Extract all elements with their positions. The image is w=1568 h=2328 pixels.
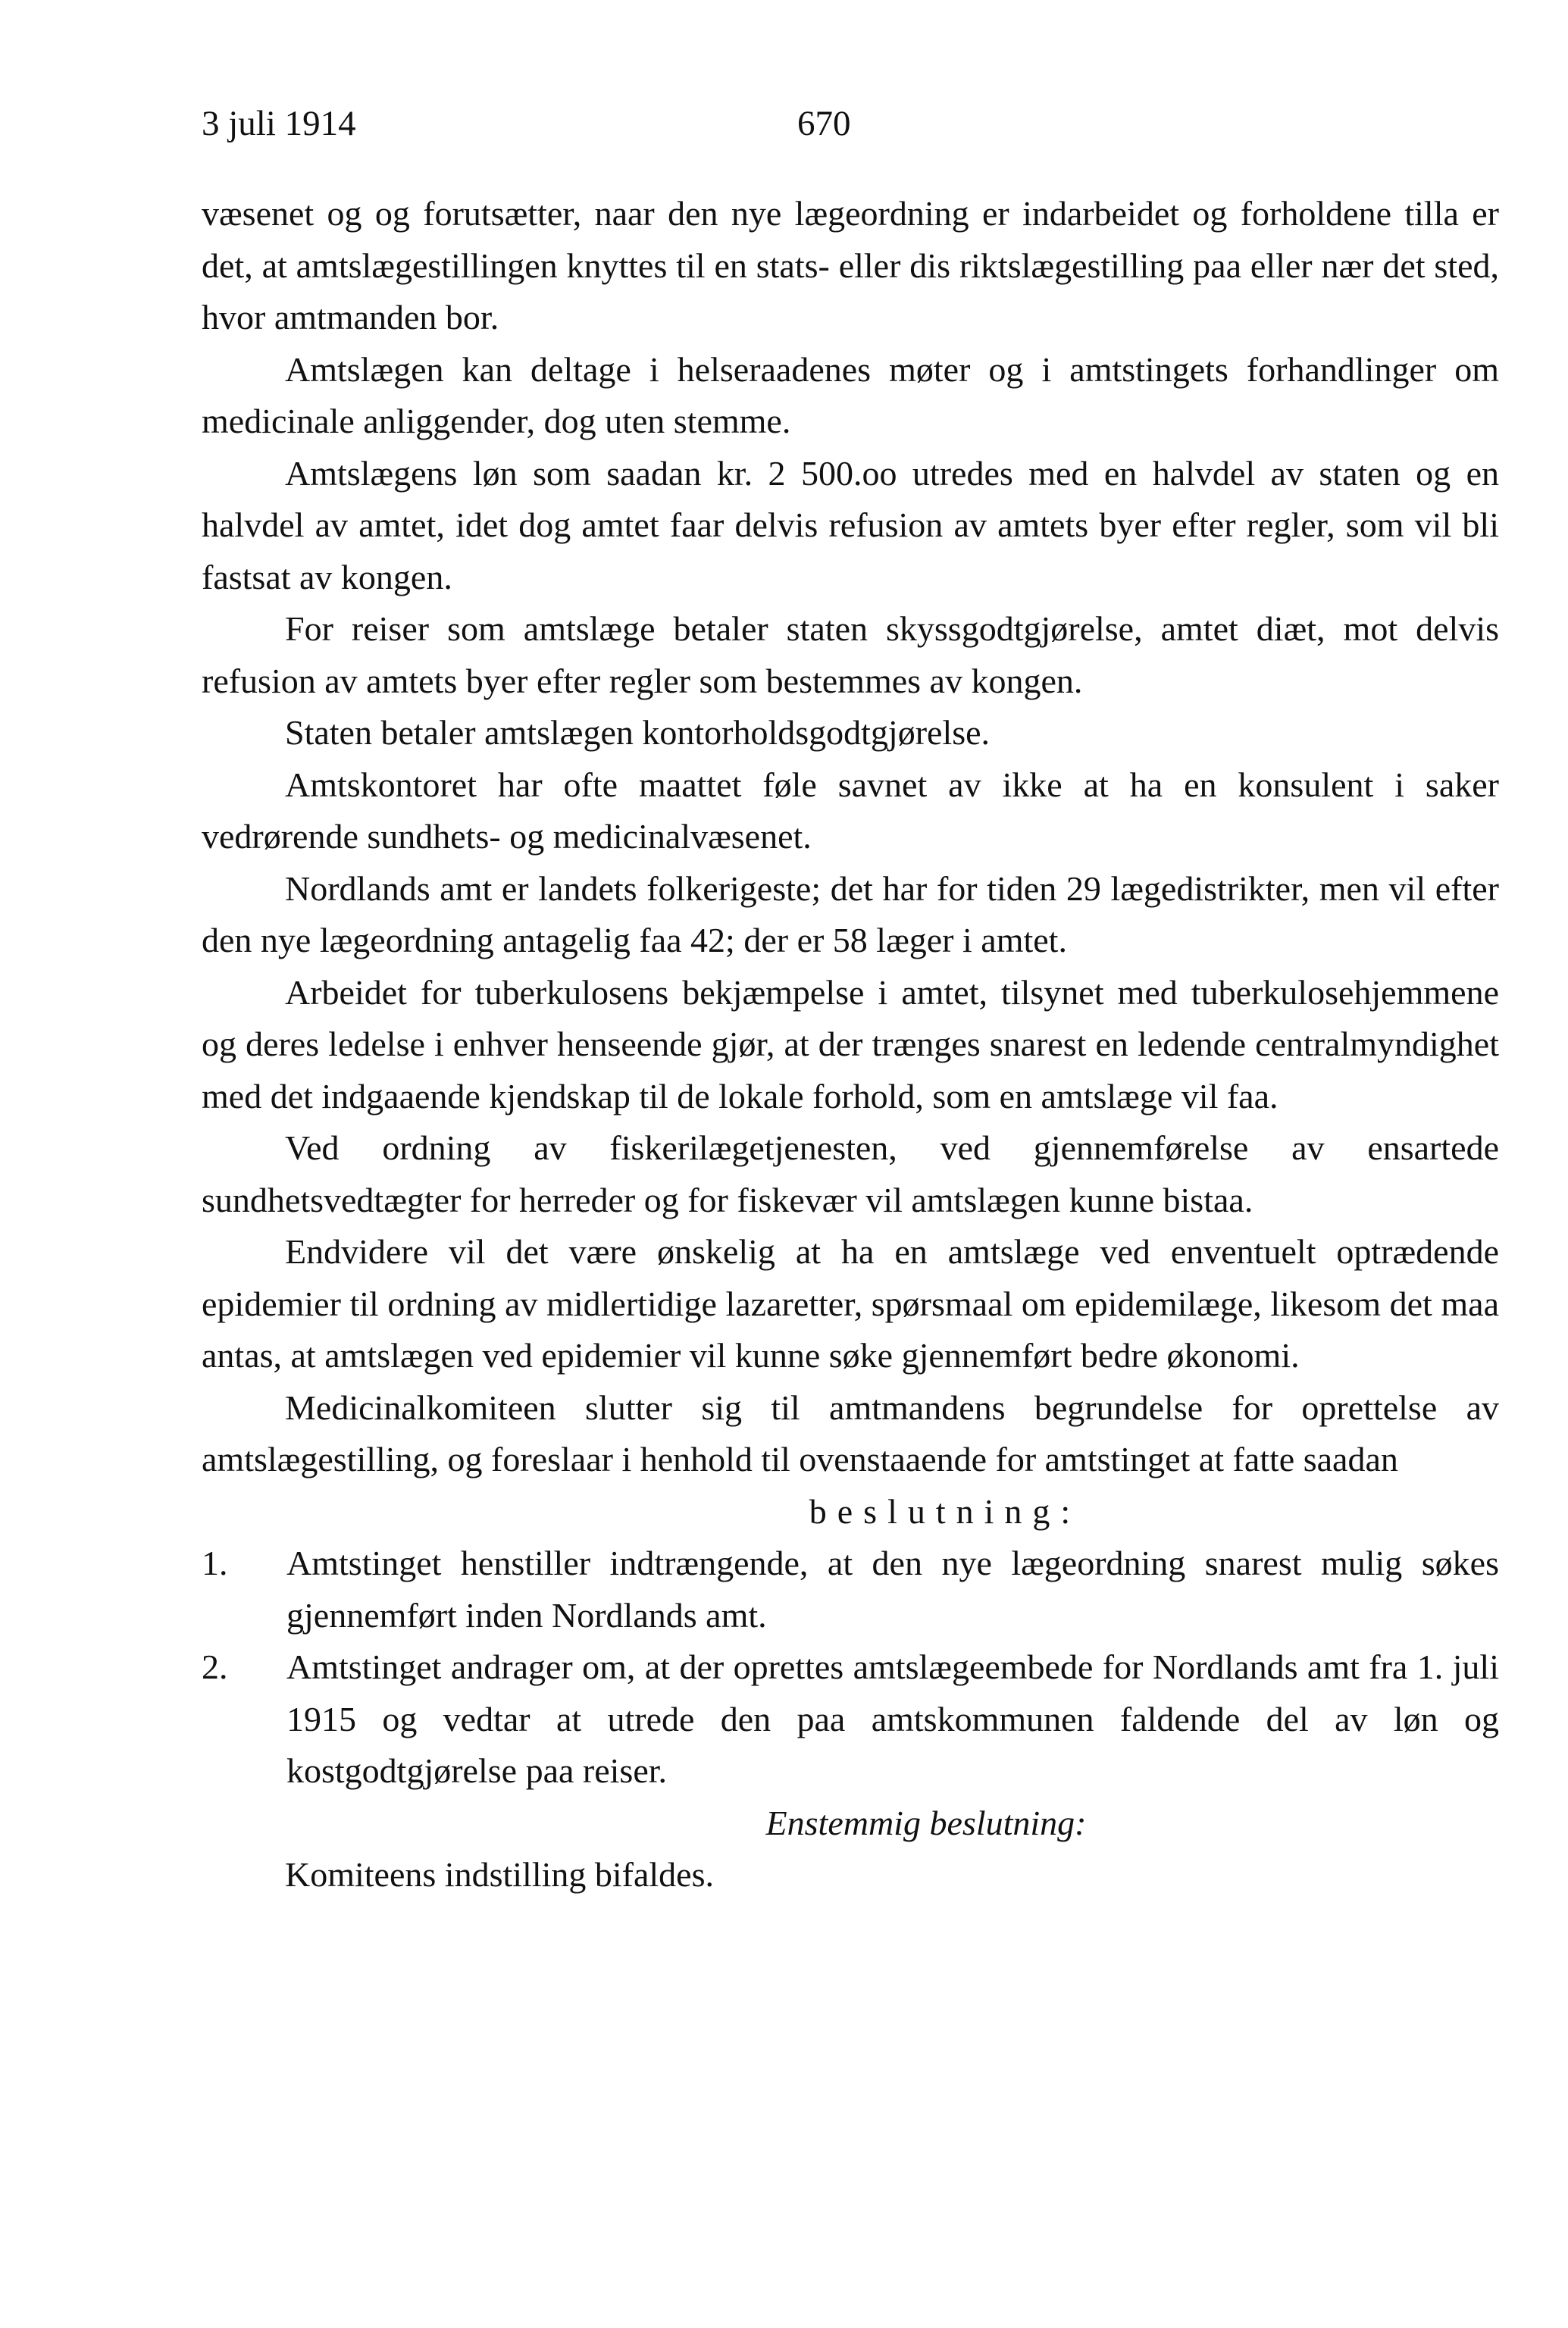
verdict-heading: Enstemmig beslutning: bbox=[765, 1803, 1087, 1842]
paragraph: Amtslægens løn som saadan kr. 2 500.oo utredes med en halvdel av staten og en halvdel av amtet, idet dog amtet faar delvis refusion av amtets byer efter regler, som vil bli fastsat av kongen. bbox=[202, 453, 1499, 596]
page-header bbox=[202, 97, 1490, 150]
paragraph: Arbeidet for tuberkulosens bekjæmpelse i amtet, tilsynet med tuberkulosehjemmene og deres ledelse i enhver henseende gjør, at der trænges snarest en ledende centralmyndighet med det indgaaende kjendskap til de lokale forhold, som en amtslæge vil faa. bbox=[202, 972, 1499, 1116]
paragraph: Medicinalkomiteen slutter sig til amtmandens begrundelse for oprettelse av amtslægestilling, og foreslaar i henhold til ovenstaaende for amtstinget at fatte saadan bbox=[202, 1388, 1499, 1478]
decision-heading: beslutning: bbox=[809, 1491, 1081, 1531]
paragraph: Amtslægen kan deltage i helseraadenes møter og i amtstingets forhandlinger om medicinale anliggender, dog uten stemme. bbox=[202, 349, 1499, 440]
item-number: 1. bbox=[202, 1544, 228, 1582]
paragraph: Nordlands amt er landets folkerigeste; det har for tiden 29 lægedistrikter, men vil efter den nye lægeordning antagelig faa 42; der er 58 læger i amtet. bbox=[202, 868, 1499, 959]
list-item bbox=[202, 1538, 1499, 1641]
paragraph: Ved ordning av fiskerilægetjenesten, ved gjennemførelse av ensartede sundhetsvedtægter for herreder og for fiskevær vil amtslægen kunne bistaa. bbox=[202, 1128, 1499, 1219]
list-item bbox=[202, 1641, 1499, 1798]
paragraph: For reiser som amtslæge betaler staten skyssgodtgjørelse, amtet diæt, mot delvis refusion av amtets byer efter regler som bestemmes av kongen. bbox=[202, 609, 1499, 700]
paragraph: væsenet og og forutsætter, naar den nye lægeordning er indarbeidet og forholdene tilla er det, at amtslægestillingen knyttes til en stats- eller dis riktslægestilling paa eller nær det sted, hvor amtmanden bor. bbox=[202, 194, 1499, 336]
document-body bbox=[202, 188, 1499, 1901]
page-number: 670 bbox=[797, 104, 851, 143]
paragraph: Staten betaler amtslægen kontorholdsgodtgjørelse. bbox=[285, 713, 991, 752]
item-text: Amtstinget henstiller indtrængende, at den nye lægeordning snarest mulig søkes gjennemført inden Nordlands amt. bbox=[286, 1544, 1499, 1635]
decision-list bbox=[202, 1538, 1499, 1798]
paragraph: Endvidere vil det være ønskelig at ha en amtslæge ved enventuelt optrædende epidemier til ordning av midlertidige lazaretter, spørsmaal om epidemilæge, likesom det maa antas, at amtslægen ved epidemier vil kunne søke gjennemført bedre økonomi. bbox=[202, 1232, 1499, 1375]
closing-line: Komiteens indstilling bifaldes. bbox=[285, 1855, 714, 1894]
header-date: 3 juli 1914 bbox=[202, 104, 356, 143]
item-text: Amtstinget andrager om, at der oprettes amtslægeembede for Nordlands amt fra 1. juli 1915 og vedtar at utrede den paa amtskommunen faldende del av løn og kostgodtgjørelse paa reiser. bbox=[286, 1647, 1499, 1790]
item-number: 2. bbox=[202, 1647, 228, 1686]
paragraph: Amtskontoret har ofte maattet føle savnet av ikke at ha en konsulent i saker vedrørende sundhets- og medicinalvæsenet. bbox=[202, 765, 1499, 856]
